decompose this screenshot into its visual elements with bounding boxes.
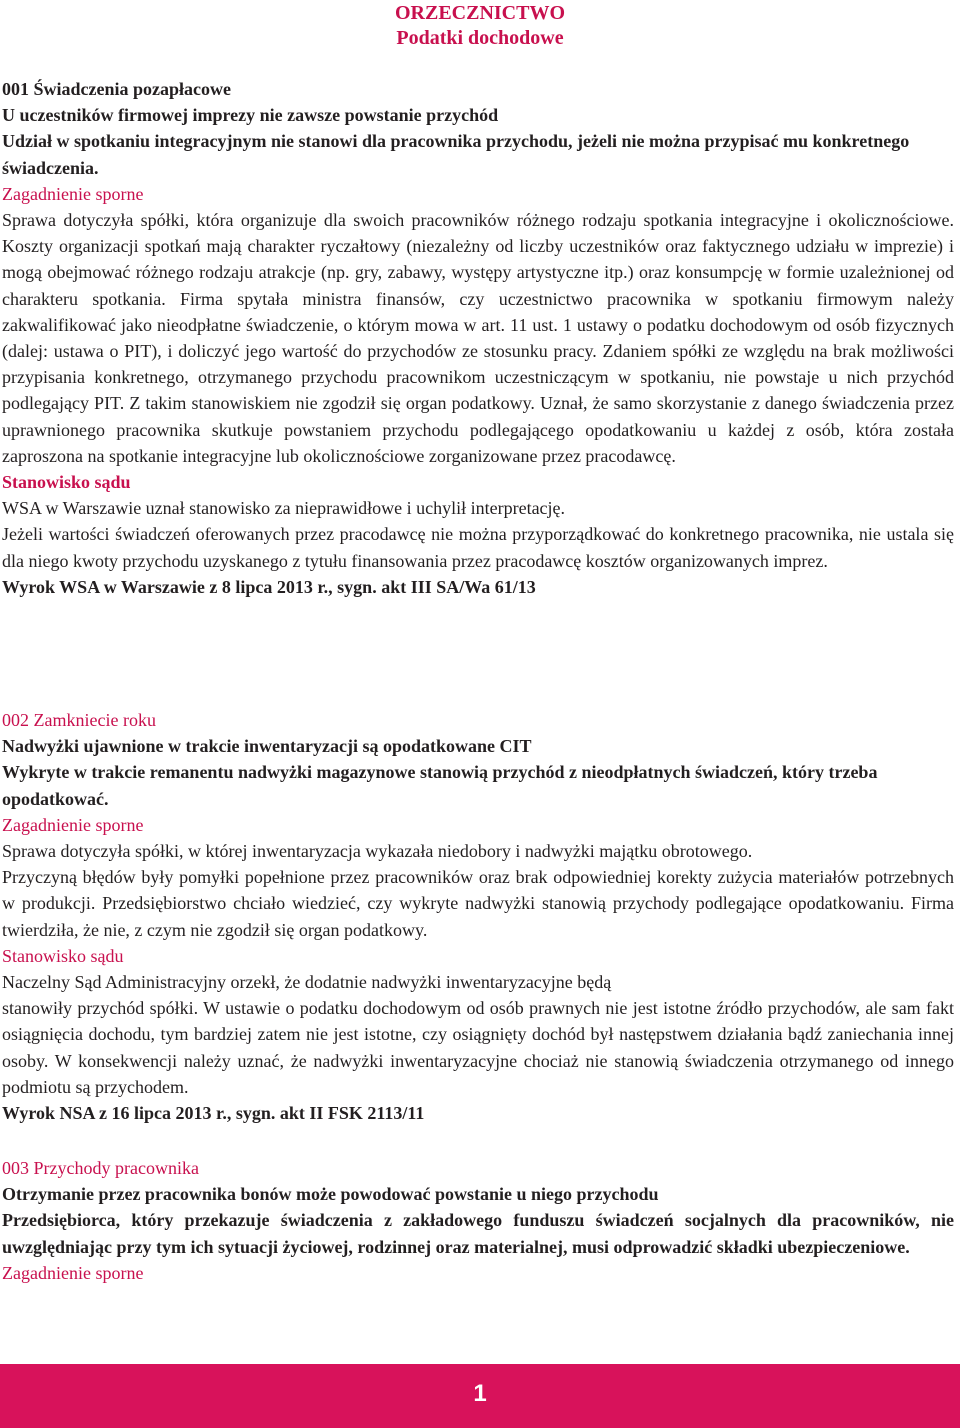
court-label: Stanowisko sądu: [2, 945, 124, 966]
ruling-001: [2, 76, 954, 600]
court-text: stanowiły przychód spółki. W ustawie o podatku dochodowym od osób prawnych nie jest istotne źródło przychodów, ale sam fakt osiągnięcia dochodu, tym bardziej zatem nie jest istotne, czy osiągnięty dochód był następstwem działania bądź zaniechania innej osoby. W konsekwencji należy uznać, że nadwyżki inwentaryzacyjne chociaż nie stanowią świadczenia otrzymanego od innego podmiotu są przychodem.: [2, 998, 954, 1097]
ruling-002: [2, 707, 954, 1126]
page-title: ORZECZNICTWO: [394, 2, 566, 24]
page-footer: [0, 1364, 960, 1428]
issue-text: Przyczyną błędów były pomyłki popełnione przez pracowników oraz brak odpowiedniej korekty zużycia materiałów potrzebnych w produkcji. Przedsiębiorstwo chciało wiedzieć, czy wykryte nadwyżki stanowią przychody podlegające opodatkowaniu. Firma twierdziła, że nie, z czym nie zgodził się organ podatkowy.: [2, 867, 954, 940]
court-text: Naczelny Sąd Administracyjny orzekł, że dodatnie nadwyżki inwentaryzacyjne będą: [2, 972, 612, 993]
ruling-number: 003 Przychody pracownika: [2, 1158, 199, 1178]
verdict-citation: Wyrok NSA z 16 lipca 2013 r., sygn. akt II FSK 2113/11: [2, 1103, 425, 1124]
issue-text: Sprawa dotyczyła spółki, która organizuje dla swoich pracowników różnego rodzaju spotkania integracyjne i okolicznościowe. Koszty organizacji spotkań mają charakter ryczałtowy (niezależny od liczby uczestników oraz faktycznego udziału w imprezie) i mogą obejmować różnego rodzaju atrakcje (np. gry, zabawy, występy artystyczne itp.) oraz konsumpcję w formie uzależnionej od charakteru spotkania. Firma spytała ministra finansów, czy uczestnictwo pracownika w spotkaniu firmowym należy zakwalifikować jako nieodpłatne świadczenie, o którym mowa w art. 11 ust. 1 ustawy o podatku dochodowym od osób fizycznych (dalej: ustawa o PIT), i doliczyć jego wartość do przychodów ze stosunku pracy. Zdaniem spółki ze względu na brak możliwości przypisania konkretnego, otrzymanego przychodu pracownikom uczestniczącym w spotkaniu, nie powstaje u nich przychód podlegający PIT. Z takim stanowiskiem nie zgodził się organ podatkowy. Uznał, że samo skorzystanie z danego świadczenia przez uprawnionego pracownika skutkuje powstaniem przychodu podlegającego opodatkowaniu u każdej z osób, która została zaproszona na spotkanie integracyjne lub okolicznościowe zorganizowane przez pracodawcę.: [2, 210, 954, 466]
ruling-lead: Udział w spotkaniu integracyjnym nie stanowi dla pracownika przychodu, jeżeli nie można przypisać mu konkretnego świadczenia.: [2, 131, 910, 178]
court-label: Stanowisko sądu: [2, 472, 131, 493]
court-text: Jeżeli wartości świadczeń oferowanych przez pracodawcę nie można przyporządkować do konkretnego pracownika, nie ustala się dla niego kwoty przychodu uzyskanego z tytułu finansowania przez pracodawcę kosztów organizowanych imprez.: [2, 524, 954, 571]
ruling-headline: U uczestników firmowej imprezy nie zawsze powstanie przychód: [2, 105, 499, 126]
court-text: WSA w Warszawie uznał stanowisko za nieprawidłowe i uchylił interpretację.: [2, 498, 566, 519]
issue-text: Sprawa dotyczyła spółki, w której inwentaryzacja wykazała niedobory i nadwyżki majątku obrotowego.: [2, 841, 753, 862]
issue-label: Zagadnienie sporne: [2, 814, 144, 835]
ruling-number: 001 Świadczenia pozapłacowe: [2, 79, 231, 99]
ruling-number: 002 Zamkniecie roku: [2, 710, 156, 730]
issue-label: Zagadnienie sporne: [2, 1262, 144, 1283]
ruling-lead: Przedsiębiorca, który przekazuje świadczenia z zakładowego funduszu świadczeń socjalnych dla pracowników, nie uwzględniając przy tym ich sytuacji życiowej, rodzinnej oraz materialnej, musi odprowadzić składki ubezpieczeniowe.: [2, 1210, 954, 1257]
ruling-lead: Wykryte w trakcie remanentu nadwyżki magazynowe stanowią przychód z nieodpłatnych świadczeń, który trzeba opodatkować.: [2, 762, 878, 809]
ruling-headline: Otrzymanie przez pracownika bonów może powodować powstanie u niego przychodu: [2, 1184, 659, 1205]
page-subtitle: Podatki dochodowe: [396, 27, 564, 49]
issue-label: Zagadnienie sporne: [2, 183, 144, 204]
ruling-003: [2, 1155, 954, 1286]
page-number: 1: [473, 1380, 487, 1407]
verdict-citation: Wyrok WSA w Warszawie z 8 lipca 2013 r., sygn. akt III SA/Wa 61/13: [2, 576, 536, 597]
ruling-headline: Nadwyżki ujawnione w trakcie inwentaryzacji są opodatkowane CIT: [2, 736, 532, 757]
